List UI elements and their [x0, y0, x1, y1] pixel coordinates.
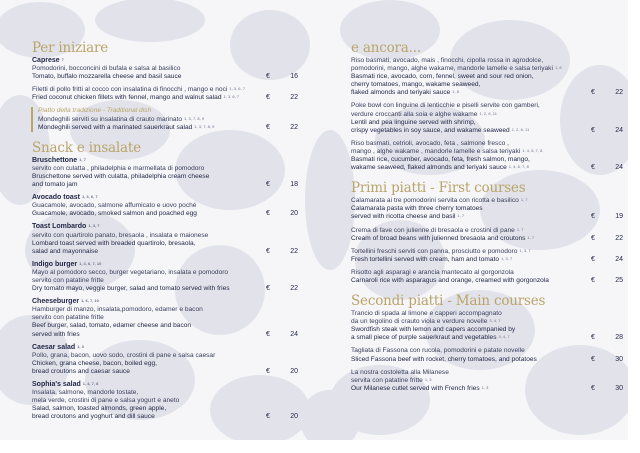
menu-item: [351, 369, 623, 393]
price-value: 24: [615, 255, 623, 263]
allergen-numbers: 1, 3, 7: [501, 255, 513, 261]
price-value: 22: [290, 123, 298, 131]
line-text: salad and mayonnaise: [32, 247, 98, 255]
line-text: servito con culatta , philadelphia e marmellata di pomodoro: [32, 164, 205, 172]
english-description: [32, 368, 264, 376]
line-text: Our Milanese cutlet served with French fries: [351, 384, 480, 392]
line-text: Dry tomato mayo, veggie burger, salad and tomato served with fries: [32, 285, 230, 293]
line-text: Fried coconut chicken fillets with fennel, mango and walnut salad: [32, 94, 222, 102]
menu-item: [32, 157, 298, 189]
line-text: mango , alghe wakame , mandorle lamelle e salsa teriyaki: [351, 147, 521, 155]
english-description: [32, 240, 264, 248]
currency-symbol: €: [591, 355, 595, 363]
line-text: wakame seaweed, flaked almonds and teriyaki sauce: [351, 164, 507, 172]
price-value: 24: [290, 330, 298, 338]
currency-symbol: €: [591, 213, 595, 221]
menu-right-page: [351, 40, 623, 401]
allergen-numbers: 1, 2, 6, 11: [511, 126, 530, 132]
italian-description: [351, 140, 589, 148]
currency-symbol: €: [591, 384, 595, 392]
italian-description: [351, 57, 589, 65]
line-text: Salad, salmon, toasted almonds, green apple,: [32, 405, 167, 413]
price-value: 30: [615, 384, 623, 392]
menu-item: [351, 248, 623, 264]
allergen-numbers: 1, 4, 7, 8: [82, 381, 99, 386]
line-text: Basmati rice, avocado, corn, fennel, sweet and sour red onion,: [351, 73, 534, 81]
line-text: Trancio di spada al limone e capperi accompagnato: [351, 310, 502, 318]
english-description: [351, 119, 589, 127]
dish-name: [32, 261, 264, 269]
price: [589, 385, 623, 393]
line-text: Sliced Fassona beef with rocket, cherry tomatoes, and potatoes: [351, 355, 537, 363]
price-value: 22: [615, 89, 623, 97]
english-description: [351, 213, 589, 221]
line-text: Tortellini freschi serviti con panna, prosciutto e pomodoro: [351, 247, 518, 255]
line-text: Tomato, buffalo mozzarella cheese and basil sauce: [32, 73, 182, 81]
allergen-numbers: 1, 4, 6, 7, 8: [508, 164, 529, 170]
line-text: Risotto agli asparagi e arancia mantecato al gorgonzola: [351, 268, 514, 276]
currency-symbol: €: [266, 94, 270, 102]
line-text: Lentil and pea linguine served with shrimp,: [351, 118, 476, 126]
line-text: Pomodorini, bocconcini di bufala e salsa al basilico: [32, 65, 181, 73]
italian-description: [32, 86, 264, 94]
english-description: [351, 356, 589, 364]
line-text: served with fries: [32, 330, 80, 338]
english-description: [32, 413, 264, 421]
english-description: [351, 334, 589, 342]
menu-item: [32, 261, 298, 293]
line-text: Carnaroli rice with asparagus and orange, creamed with gorgonzola: [351, 276, 549, 284]
section-title: Secondi piatti - Main courses: [351, 293, 546, 310]
allergen-numbers: 1, 3, 6, 7: [223, 94, 240, 100]
italian-description: [351, 148, 589, 156]
italian-description: [32, 65, 264, 73]
allergen-numbers: 1, 2, 6, 11: [479, 110, 497, 116]
currency-symbol: €: [266, 330, 270, 338]
price: [589, 235, 623, 243]
price-value: 18: [290, 181, 298, 189]
currency-symbol: €: [591, 234, 595, 242]
price-value: 20: [290, 413, 298, 421]
price-value: 20: [290, 367, 298, 375]
italian-description: [351, 369, 589, 377]
line-text: Guacamole, avocado, salmone affumicato e uovo poché: [32, 202, 197, 210]
line-text: Calamarata pasta with three cherry tomatoes: [351, 205, 483, 213]
price-value: 19: [615, 213, 623, 221]
price: [589, 89, 623, 97]
price-value: 22: [290, 247, 298, 255]
currency-symbol: €: [266, 285, 270, 293]
price-value: 30: [615, 355, 623, 363]
allergen-numbers: 1, 3: [481, 384, 489, 390]
dish-name: [32, 194, 264, 202]
menu-item: [351, 102, 623, 134]
english-description: [351, 385, 589, 393]
english-description: [351, 235, 589, 243]
english-description: [32, 322, 264, 330]
price: [589, 164, 623, 172]
menu-item: [32, 381, 298, 421]
menu-item: [351, 347, 623, 363]
italian-description: [351, 269, 589, 277]
price: [589, 213, 623, 221]
allergen-numbers: 3, 4, 7: [498, 334, 510, 340]
line-text: servito con patatine fritte: [32, 276, 104, 284]
price: [264, 368, 298, 376]
english-description: [32, 331, 264, 339]
currency-symbol: €: [266, 181, 270, 189]
menu-item: [32, 223, 298, 255]
menu-item: [351, 197, 623, 221]
italian-description: [32, 397, 264, 405]
tradition-label: [38, 107, 264, 115]
currency-symbol: €: [266, 210, 270, 218]
allergen-numbers: 3, 4, 7: [489, 318, 501, 324]
allergen-numbers: 1, 8: [554, 65, 562, 71]
italian-description: [351, 347, 589, 355]
line-text: bread croutons and yoghurt and dill sauce: [32, 413, 155, 421]
allergen-numbers: 1, 7: [527, 234, 535, 240]
price-value: 22: [290, 94, 298, 102]
price: [264, 248, 298, 256]
italian-description: [351, 111, 589, 119]
italian-description: [32, 306, 264, 314]
english-description: [351, 89, 589, 97]
english-description: [351, 277, 589, 285]
english-description: [32, 405, 264, 413]
menu-section: [32, 140, 298, 422]
menu-item: [351, 227, 623, 243]
price: [589, 256, 623, 264]
allergen-numbers: 1, 3: [424, 376, 432, 382]
line-text: cherry tomatoes, mango, wakame seaweed,: [351, 81, 481, 89]
allergen-numbers: 1, 4, 6, 7, 8: [522, 147, 543, 153]
currency-symbol: €: [266, 413, 270, 421]
line-text: da un tegolino di crauto viola e verdure novelle: [351, 318, 488, 326]
menu-item: [351, 269, 623, 285]
price-value: 25: [615, 276, 623, 284]
price-value: 28: [615, 334, 623, 342]
price: [589, 334, 623, 342]
line-text: Swordfish steak with lemon and capers accompanied by: [351, 326, 516, 334]
italian-description: [351, 227, 589, 235]
menu-item: [32, 86, 298, 102]
line-text: Pollo, grana, bacon, uovo sodo, crostini di pane e salsa caesar: [32, 351, 216, 359]
price: [264, 181, 298, 189]
allergen-numbers: 1, 3: [77, 343, 84, 349]
currency-symbol: €: [591, 276, 595, 284]
price: [264, 285, 298, 293]
english-description: [351, 127, 589, 135]
price: [589, 127, 623, 135]
currency-symbol: €: [591, 89, 595, 97]
menu-left-page: [32, 40, 298, 429]
allergen-numbers: 1, 3, 7: [88, 223, 100, 229]
line-text: Crema di fave con julienne di bresaola e crostini di pane: [351, 226, 515, 234]
allergen-numbers: 1, 8: [452, 89, 459, 95]
section-title: Per iniziare: [32, 40, 109, 56]
allergen-numbers: 1, 3, 7, 8, 9: [194, 123, 215, 129]
section-title: Snack e insalate: [32, 139, 141, 156]
allergen-numbers: 1, 7: [79, 156, 86, 162]
line-text: a small piece of purple sauerkraut and vegetables: [351, 334, 497, 342]
dish-name: [32, 298, 264, 306]
line-text: Sophia's salad: [32, 381, 81, 388]
english-description: [38, 124, 264, 132]
price: [589, 356, 623, 364]
menu-section: [351, 293, 623, 393]
english-description: [351, 205, 589, 213]
dish-name: [32, 157, 264, 165]
currency-symbol: €: [591, 334, 595, 342]
italian-description: [32, 352, 264, 360]
english-description: [32, 210, 264, 218]
menu-section: [32, 40, 298, 132]
line-text: servita con patatine fritte: [351, 376, 423, 384]
italian-description: [32, 314, 264, 322]
english-description: [351, 326, 589, 334]
menu-item: [32, 57, 298, 81]
line-text: Piatto della tradizione - Traditional dish: [38, 107, 152, 115]
allergen-numbers: 1, 3, 6, 7, 10: [79, 260, 102, 266]
english-description: [32, 94, 264, 102]
line-text: bread croutons and caesar sauce: [32, 367, 130, 375]
line-text: Caprese: [32, 57, 60, 64]
line-text: and tomato jam: [32, 181, 78, 189]
currency-symbol: €: [591, 255, 595, 263]
currency-symbol: €: [266, 247, 270, 255]
italian-description: [351, 65, 589, 73]
line-text: Calamarata ai tre pomodorini servita con ricotta e basilico: [351, 197, 519, 205]
english-description: [32, 181, 264, 189]
section-title: Primi piatti - First courses: [351, 180, 526, 197]
line-text: Caesar salad: [32, 343, 76, 351]
menu-section: [351, 40, 623, 172]
line-text: Riso basmati, avocado, mais , finocchi, cipolla rossa in agrodolce,: [351, 57, 544, 64]
english-description: [32, 73, 264, 81]
allergen-numbers: 1, 3, 7, 8, 9: [184, 115, 205, 121]
italian-description: [32, 389, 264, 397]
italian-description: [38, 116, 264, 124]
italian-description: [32, 269, 264, 277]
english-description: [351, 256, 589, 264]
allergen-numbers: 7: [61, 57, 64, 62]
line-text: Cream of broad beans with julienned bresaola and croutons: [351, 234, 526, 242]
allergen-numbers: 1, 7: [520, 197, 528, 203]
line-text: Bruschettone served with culatta, philadelphia cream cheese: [32, 172, 210, 180]
menu-item: [351, 140, 623, 172]
currency-symbol: €: [266, 123, 270, 131]
english-description: [351, 81, 589, 89]
menu-item: [351, 310, 623, 342]
line-text: Mayo al pomodoro secco, burger vegetariano, insalata e pomodoro: [32, 268, 229, 276]
italian-description: [351, 310, 589, 318]
price: [264, 73, 298, 81]
price-value: 20: [290, 210, 298, 218]
italian-description: [32, 165, 264, 173]
line-text: Chicken, grana cheese, bacon, boiled egg,: [32, 359, 158, 367]
line-text: Indigo burger: [32, 260, 78, 268]
price-value: 16: [290, 73, 298, 81]
currency-symbol: €: [591, 126, 595, 134]
italian-description: [32, 232, 264, 240]
menu-item: [32, 298, 298, 338]
line-text: Fresh tortellini served with cream, ham and tomato: [351, 255, 500, 263]
english-description: [351, 73, 589, 81]
italian-description: [351, 197, 589, 205]
price: [264, 210, 298, 218]
price: [264, 331, 298, 339]
menu-item: [351, 57, 623, 97]
allergen-numbers: 1, 3, 6, 7: [81, 194, 98, 200]
currency-symbol: €: [591, 164, 595, 172]
price: [264, 124, 298, 132]
line-text: Tagliata di Fassona con rucola, pomodorini e patate novelle: [351, 347, 525, 355]
line-text: flaked almonds and teriyaki sauce: [351, 89, 451, 97]
allergen-numbers: 1, 3, 7: [519, 247, 531, 253]
english-description: [32, 173, 264, 181]
menu-item: [32, 344, 298, 376]
line-text: Guacamole, avocado, smoked salmon and poached egg: [32, 210, 197, 218]
price-value: 24: [615, 164, 623, 172]
line-text: La nostra costoletta alla Milanese: [351, 368, 449, 376]
italian-description: [32, 277, 264, 285]
line-text: crispy vegetables in soy sauce, and wakame seaweed: [351, 126, 510, 134]
italian-description: [351, 102, 589, 110]
italian-description: [351, 248, 589, 256]
line-text: Hamburger di manzo, insalata,pomodoro, edamer e bacon: [32, 306, 203, 314]
line-text: Toast Lombardo: [32, 223, 87, 231]
currency-symbol: €: [266, 367, 270, 375]
dish-name: [32, 344, 264, 352]
menu-section: [351, 180, 623, 285]
line-text: Mondeghili served with a marinated sauerkraut salad: [38, 123, 193, 131]
english-description: [32, 360, 264, 368]
line-text: Beef burger, salad, tomato, edamer cheese and bacon: [32, 322, 192, 330]
line-text: verdure croccanti alla soia e alghe wakame: [351, 110, 478, 118]
allergen-numbers: 1, 6, 7, 10: [81, 298, 99, 304]
dish-name: [32, 223, 264, 231]
line-text: Riso basmati, cetrioli, avocado, feta , salmone fresco ,: [351, 139, 509, 147]
price: [264, 94, 298, 102]
allergen-numbers: 1, 3, 6, 7: [229, 86, 245, 92]
menu-item: [31, 107, 298, 131]
line-text: Filetti di pollo fritti al cocco con insalatina di finocchi , mango e noci: [32, 86, 228, 94]
english-description: [32, 285, 264, 293]
line-text: servito con patatine fritte: [32, 314, 104, 322]
english-description: [351, 164, 589, 172]
line-text: Insalata, salmone, mandorle tostate,: [32, 389, 139, 397]
currency-symbol: €: [266, 73, 270, 81]
line-text: servito con quartirolo panato, bresaola , insalata e maionese: [32, 231, 209, 239]
line-text: Mondeghili serviti su insalatina di crauto marinato: [38, 115, 183, 123]
section-title: e ancora...: [351, 40, 421, 56]
italian-description: [351, 377, 589, 385]
price: [589, 277, 623, 285]
price: [264, 413, 298, 421]
line-text: pomodorini, mango, alghe wakame, mandorle lamelle e salsa teriyaki: [351, 65, 553, 73]
dish-name: [32, 57, 264, 65]
english-description: [32, 248, 264, 256]
italian-description: [351, 318, 589, 326]
price-value: 22: [615, 234, 623, 242]
menu-item: [32, 194, 298, 218]
line-text: mela verde, crostini di pane e salsa yogurt e aneto: [32, 397, 180, 405]
price-value: 22: [290, 285, 298, 293]
english-description: [351, 156, 589, 164]
line-text: served with ricotta cheese and basil: [351, 213, 456, 221]
dish-name: [32, 381, 264, 389]
line-text: Avocado toast: [32, 194, 80, 202]
allergen-numbers: 1, 7: [457, 213, 465, 219]
price-value: 24: [615, 126, 623, 134]
line-text: Poke bowl con linguine di lenticchie e piselli servite con gamberi,: [351, 102, 540, 110]
allergen-numbers: 1, 7: [516, 226, 524, 232]
line-text: Cheeseburger: [32, 298, 80, 306]
line-text: Bruschettone: [32, 156, 78, 164]
line-text: Basmati rice, cucumber, avocado, feta, fresh salmon, mango,: [351, 156, 530, 164]
line-text: Lombard toast served with breaded quartirolo, bresaola,: [32, 239, 196, 247]
italian-description: [32, 202, 264, 210]
